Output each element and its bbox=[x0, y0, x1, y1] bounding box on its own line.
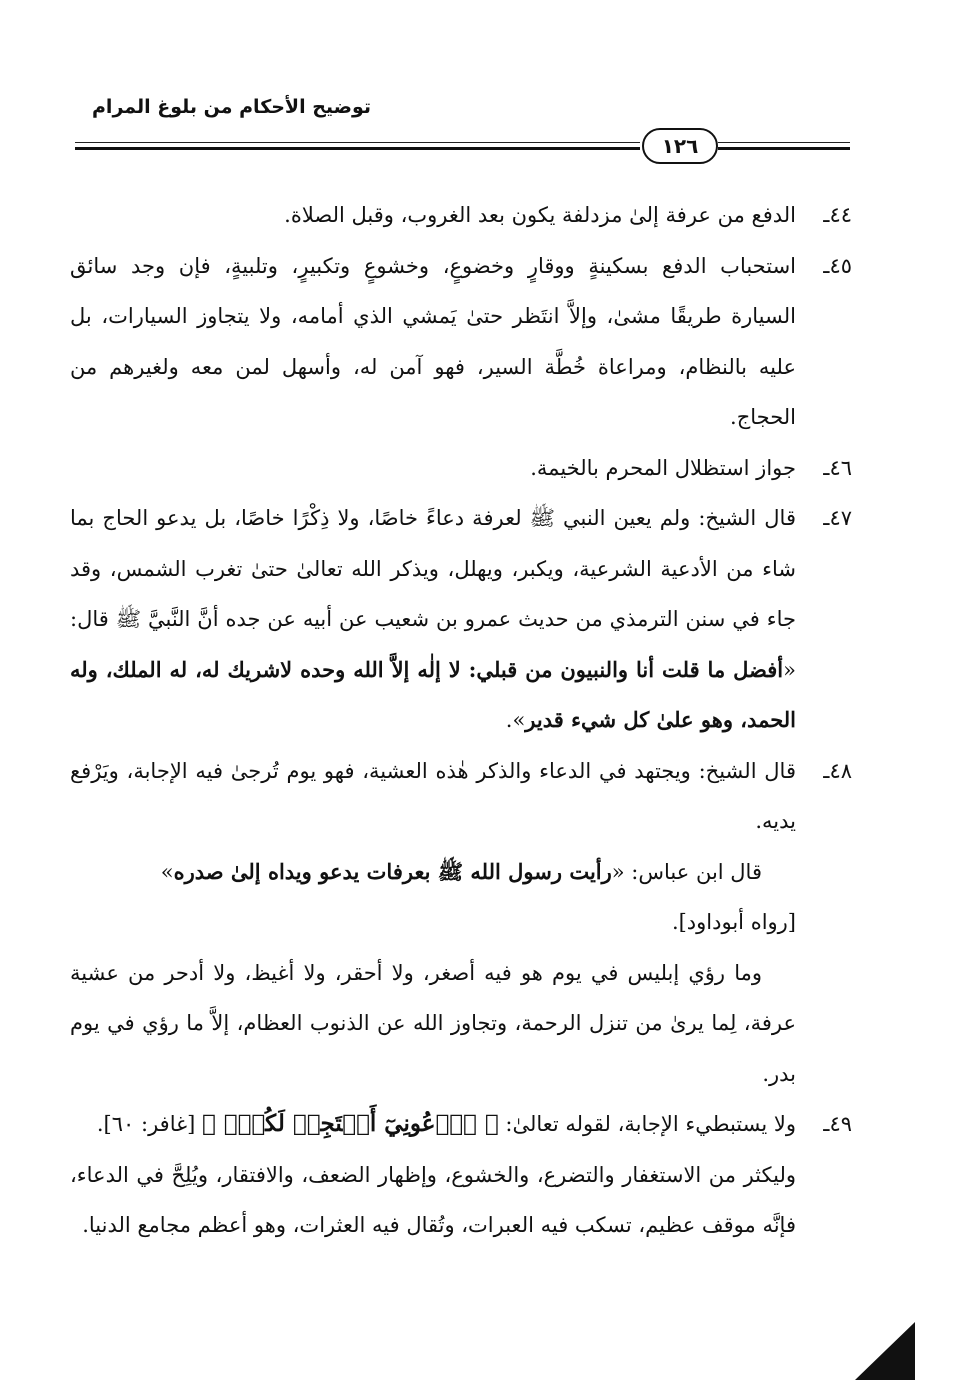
page-number: ١٢٦ bbox=[661, 134, 699, 158]
corner-mark bbox=[855, 1322, 915, 1380]
page-number-badge bbox=[642, 128, 718, 164]
quran-verse: ﴿ ٱدۡعُونِيٓ أَسۡتَجِبۡ لَكُمۡۚ ﴾ bbox=[201, 1110, 499, 1137]
item-text: قال الشيخ: ويجتهد في الدعاء والذكر هٰذه العشية، فهو يوم تُرجىٰ فيه الإجابة، ويَرْفع يديه. bbox=[70, 758, 796, 833]
page-body bbox=[70, 190, 852, 1251]
item-number: ٤٤ـ bbox=[823, 203, 852, 227]
ibn-abbas-paragraph bbox=[70, 847, 852, 898]
item-text: ولا يستبطيء الإجابة، لقوله تعالىٰ: bbox=[498, 1112, 796, 1136]
list-item bbox=[70, 443, 852, 494]
hadith-source-text: [رواه أبوداود]. bbox=[671, 910, 796, 934]
list-item bbox=[70, 493, 852, 746]
list-item bbox=[70, 241, 852, 443]
item-text: قال الشيخ: ولم يعين النبي ﷺ لعرفة دعاءً خاصًا، ولا ذِكْرًا خاصًا، بل يدعو الحاج بما شاء من الأدعية الشرعية، ويكبر، ويهلل، ويذكر الله تعالىٰ حتىٰ تغرب الشمس، وقد جاء في سنن الترمذي من حديث عمرو بن شعيب عن أبيه عن جده أنَّ النَّبيَّ ﷺ قال: « bbox=[70, 506, 796, 682]
header-rule-right bbox=[718, 142, 850, 143]
ibn-abbas-quote: رأيت رسول الله ﷺ بعرفات يدعو ويداه إلىٰ صدره bbox=[173, 858, 612, 884]
item-number: ٤٧ـ bbox=[823, 506, 852, 530]
iblis-paragraph bbox=[70, 948, 852, 1100]
header-rule-left-thick bbox=[75, 147, 640, 150]
item-number: ٤٩ـ bbox=[823, 1112, 852, 1136]
running-title: توضيح الأحكام من بلوغ المرام bbox=[92, 96, 372, 118]
item-text-end: ». bbox=[505, 708, 526, 732]
list-item bbox=[70, 1099, 852, 1150]
item-text: جواز استظلال المحرم بالخيمة. bbox=[530, 455, 796, 480]
item-number: ٤٨ـ bbox=[823, 758, 852, 783]
verse-citation: [غافر: ٦٠]. bbox=[96, 1112, 196, 1136]
ibn-abbas-close: » bbox=[160, 859, 174, 884]
item-number: ٤٥ـ bbox=[823, 253, 852, 278]
item-continuation-text: وليكثر من الاستغفار والتضرع، والخشوع، وإظهار الضعف، والافتقار، ويُلِحَّ في الدعاء، فإنَّه موقف عظيم، تسكب فيه العبرات، وتُقال فيه العثرات، وهو أعظم مجامع الدنيا. bbox=[70, 1162, 796, 1237]
header-rule-left bbox=[75, 142, 640, 143]
iblis-paragraph-text: وما رؤي إبليس في يوم هو فيه أصغر، ولا أحقر، ولا أغيظ، ولا أدحر من عشية عرفة، لِما يرىٰ من تنزل الرحمة، وتجاوز الله عن الذنوب العظام، إلاَّ ما رؤي في يوم بدر. bbox=[70, 960, 796, 1086]
hadith-source bbox=[70, 897, 852, 948]
item-continuation bbox=[70, 1150, 852, 1251]
item-number: ٤٦ـ bbox=[823, 455, 852, 480]
list-item bbox=[70, 746, 852, 847]
item-text: استحباب الدفع بسكينةٍ ووقارٍ وخضوعٍ، وخشوعٍ وتكبيرٍ، وتلبيةٍ، فإن وجد سائق السيارة طريقًا مشىٰ، وإلاَّ انتَظر حتىٰ يَمشي الذي أمامه، ولا يتجاوز السيارات، بل عليه بالنظام، ومراعاة خُطَّة السير، فهو آمن له، وأسهل لمن معه ولغيرهم من الحجاج. bbox=[70, 253, 796, 429]
hadith-quote: أفضل ما قلت أنا والنبيون من قبلي: لا إلٰه إلاَّ الله وحده لاشريك له، له الملك، وله الحمد، وهو علىٰ كل شيء قدير bbox=[70, 656, 796, 732]
list-item bbox=[70, 190, 852, 241]
ibn-abbas-intro: قال ابن عباس: « bbox=[611, 859, 762, 884]
header-rule-right-thick bbox=[718, 147, 850, 150]
item-text: الدفع من عرفة إلىٰ مزدلفة يكون بعد الغروب، وقبل الصلاة. bbox=[284, 203, 796, 227]
